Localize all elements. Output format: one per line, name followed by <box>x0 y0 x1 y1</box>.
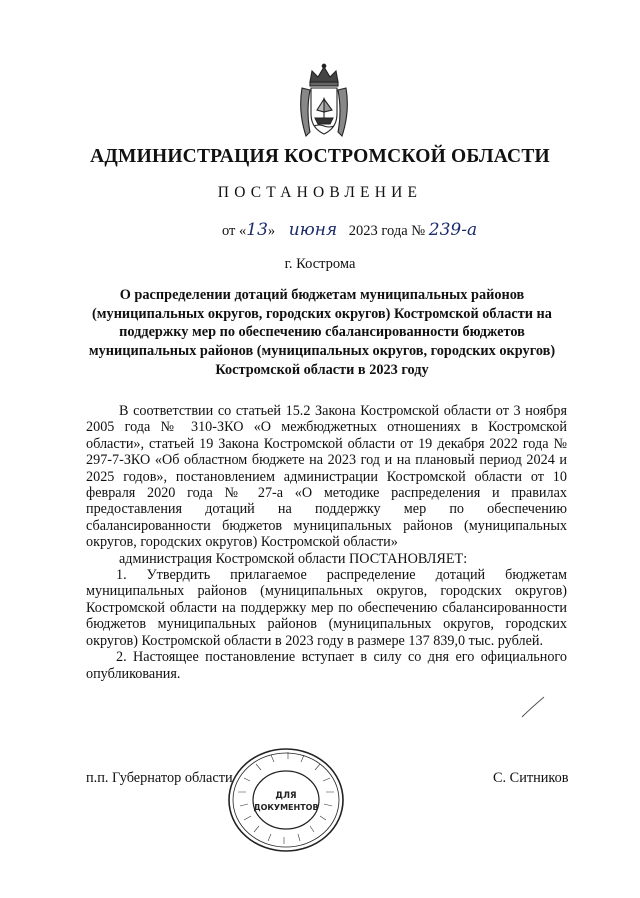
date-day: 13 <box>246 220 268 240</box>
preamble-paragraph: В соответствии со статьей 15.2 Закона Костромской области от 3 ноября 2005 года № 310-ЗКО «О межбюджетных отношениях в Костромской области», статьей 19 Закона Костромской области от 19 декабря 2022 года № 297-7-ЗКО «Об областном бюджете на 2023 год и на плановый период 2024 и 2025 годов», постановлением администрации Костромской области от 10 февраля 2020 года № 27-а «О методике распределения и правилах предоставления дотаций на поддержку мер по обеспечению сбалансированности бюджетов муниципальных районов (муниципальных округов, городских округов) Костромской области» <box>86 403 567 551</box>
item-2-paragraph: 2. Настоящее постановление вступает в силу со дня его официального опубликования. <box>86 649 567 682</box>
official-stamp <box>226 746 346 854</box>
item-1-paragraph: 1. Утвердить прилагаемое распределение дотаций бюджетам муниципальных районов (муниципальных округов, городских округов) Костромской области на поддержку мер по обеспечению сбалансированности бюджетов муниципальных районов (муниципальных округов, городских округов) Костромской области в 2023 году в размере 137 839,0 тыс. рублей. <box>86 567 567 649</box>
stamp-text-line2: ДОКУМЕНТОВ <box>253 803 319 812</box>
date-year-text: 2023 года № <box>348 223 426 239</box>
organization-title: АДМИНИСТРАЦИЯ КОСТРОМСКОЙ ОБЛАСТИ <box>90 146 550 167</box>
subject-title: О распределении дотаций бюджетам муниципальных районов (муниципальных округов, городских округов) Костромской области на поддержку мер по обеспечению сбалансированности бюджетов муниципальных районов (муниципальных округов, городских округов) Костромской области в 2023 году <box>88 287 556 378</box>
city-label: г. Кострома <box>284 256 356 272</box>
date-prefix: от « <box>222 223 247 239</box>
date-mid: » <box>267 223 276 239</box>
date-line <box>222 220 477 240</box>
signatory-name: С. Ситников <box>493 770 569 786</box>
document-type: ПОСТАНОВЛЕНИЕ <box>217 184 423 201</box>
signature-mark <box>520 695 546 719</box>
stamp-text-line1: ДЛЯ <box>275 791 297 801</box>
document-body <box>86 403 567 682</box>
document-number: 239-а <box>428 220 478 240</box>
date-month: июня <box>288 220 338 240</box>
coat-of-arms-emblem <box>296 62 352 142</box>
resolves-paragraph: администрация Костромской области ПОСТАНОВЛЯЕТ: <box>119 550 468 567</box>
signatory-position: п.п. Губернатор области <box>86 770 233 786</box>
